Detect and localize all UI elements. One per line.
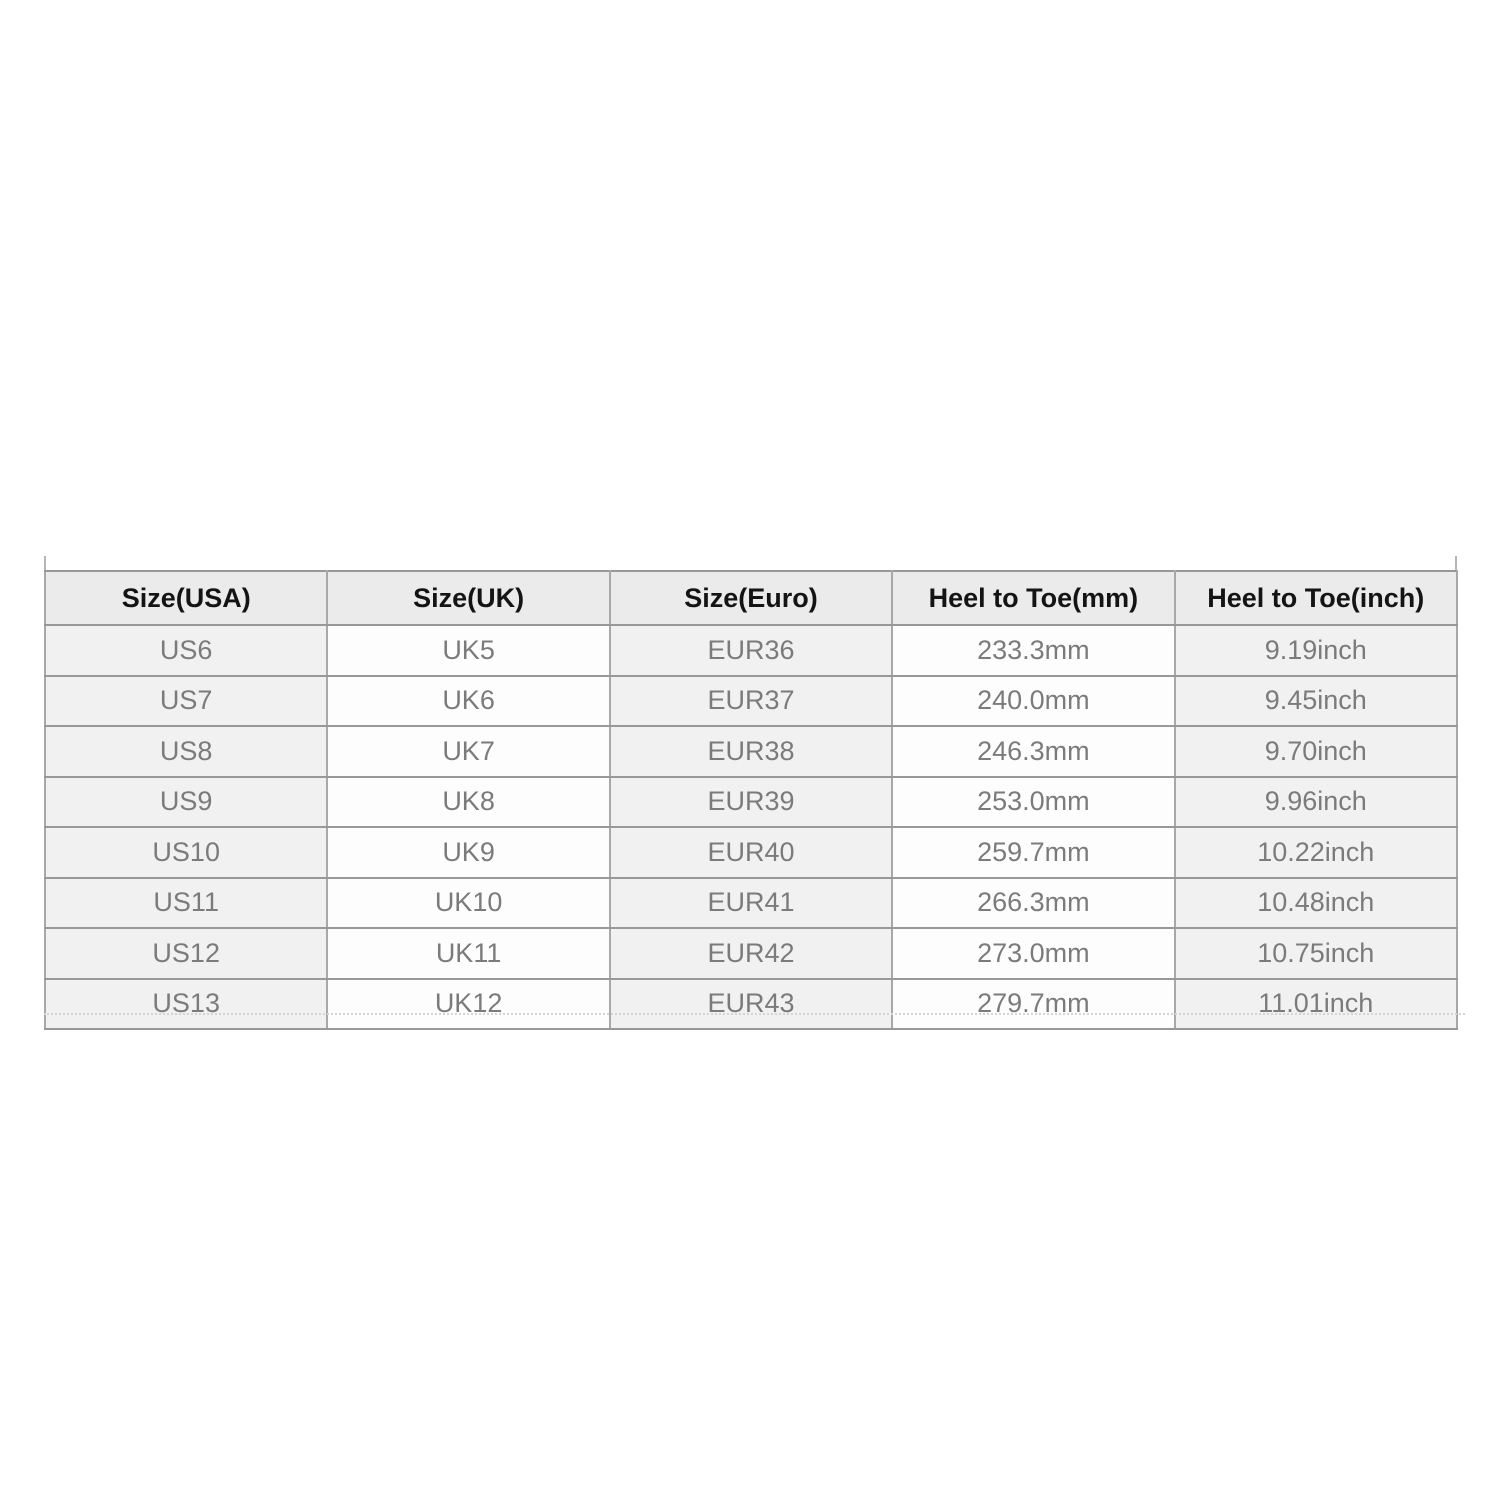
table-cell: EUR36 [610, 625, 892, 676]
container-border-stub-right [1455, 556, 1457, 570]
table-cell: 11.01inch [1175, 979, 1457, 1030]
table-cell: UK6 [327, 676, 609, 727]
table-cell: US6 [45, 625, 327, 676]
header-cell: Size(USA) [45, 571, 327, 625]
table-cell: EUR43 [610, 979, 892, 1030]
container-border-stub-left [44, 556, 46, 570]
table-row [45, 625, 1457, 676]
table-cell: UK9 [327, 827, 609, 878]
table-cell: 279.7mm [892, 979, 1174, 1030]
table-row [45, 827, 1457, 878]
header-row [45, 571, 1457, 625]
table-cell: EUR41 [610, 878, 892, 929]
table-cell: 259.7mm [892, 827, 1174, 878]
table-cell: 240.0mm [892, 676, 1174, 727]
table-row [45, 676, 1457, 727]
table-cell: 9.45inch [1175, 676, 1457, 727]
table-cell: EUR38 [610, 726, 892, 777]
table-cell: 10.75inch [1175, 928, 1457, 979]
table-row [45, 777, 1457, 828]
table-cell: 233.3mm [892, 625, 1174, 676]
table-cell: US9 [45, 777, 327, 828]
table-cell: 246.3mm [892, 726, 1174, 777]
table-cell: UK5 [327, 625, 609, 676]
table-cell: UK7 [327, 726, 609, 777]
table-cell: 253.0mm [892, 777, 1174, 828]
header-cell: Size(UK) [327, 571, 609, 625]
table-cell: 10.22inch [1175, 827, 1457, 878]
table-row [45, 979, 1457, 1030]
size-chart [44, 570, 1458, 1030]
table-cell: EUR42 [610, 928, 892, 979]
table-cell: 273.0mm [892, 928, 1174, 979]
table-cell: 9.70inch [1175, 726, 1457, 777]
bottom-dotted-rule [44, 1013, 1465, 1015]
table-cell: UK8 [327, 777, 609, 828]
table-cell: EUR39 [610, 777, 892, 828]
table-row [45, 726, 1457, 777]
table-cell: US7 [45, 676, 327, 727]
table-row [45, 928, 1457, 979]
table-cell: US13 [45, 979, 327, 1030]
table-cell: UK11 [327, 928, 609, 979]
table-cell: UK12 [327, 979, 609, 1030]
table-cell: 10.48inch [1175, 878, 1457, 929]
header-cell: Heel to Toe(inch) [1175, 571, 1457, 625]
table-cell: US12 [45, 928, 327, 979]
table-cell: 9.96inch [1175, 777, 1457, 828]
table-cell: EUR40 [610, 827, 892, 878]
header-cell: Heel to Toe(mm) [892, 571, 1174, 625]
table-cell: 9.19inch [1175, 625, 1457, 676]
table-cell: US11 [45, 878, 327, 929]
size-chart-table [44, 570, 1458, 1030]
header-cell: Size(Euro) [610, 571, 892, 625]
table-cell: EUR37 [610, 676, 892, 727]
size-chart-body [45, 625, 1457, 1029]
table-cell: US8 [45, 726, 327, 777]
table-row [45, 878, 1457, 929]
table-cell: US10 [45, 827, 327, 878]
table-cell: UK10 [327, 878, 609, 929]
table-cell: 266.3mm [892, 878, 1174, 929]
size-chart-header [45, 571, 1457, 625]
